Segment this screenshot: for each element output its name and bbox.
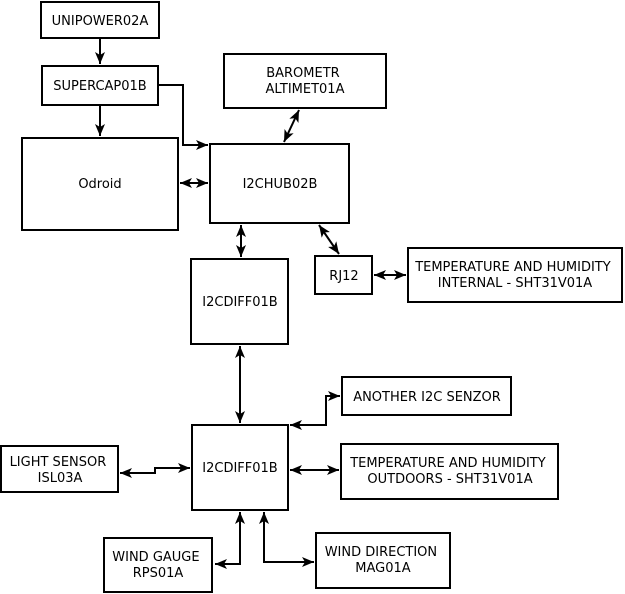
node-i2chub02b [210, 144, 349, 223]
node-temp-humidity-outdoors-label: TEMPERATURE AND HUMIDITY OUTDOORS - SHT31V01A [350, 456, 546, 487]
node-i2cdiff01b-upper [191, 259, 288, 344]
node-unipower02a-label: UNIPOWER02A [51, 14, 149, 29]
node-barometr-altimet01a-label: BAROMETR ALTIMET01A [265, 66, 345, 97]
node-wind-direction-mag01a [316, 533, 450, 588]
node-supercap01b-label: SUPERCAP01B [53, 79, 147, 94]
node-i2cdiff01b-lower-label: I2CDIFF01B [202, 461, 278, 476]
edge-i2cdiff-lower-wind-direction [264, 512, 314, 562]
edge-barometer-i2chub [284, 110, 299, 142]
node-barometr-altimet01a [224, 54, 386, 108]
node-i2cdiff01b-lower [192, 425, 288, 510]
node-light-sensor-isl03a-label: LIGHT SENSOR ISL03A [9, 455, 107, 486]
node-light-sensor-isl03a [1, 446, 118, 492]
node-supercap01b [42, 66, 158, 105]
node-wind-gauge-rps01a-label: WIND GAUGE RPS01A [112, 550, 200, 581]
edge-supercap-to-i2chub [158, 85, 208, 145]
node-barometr-altimet01a-box [224, 54, 386, 108]
edge-i2chub-rj12 [319, 225, 339, 254]
node-another-i2c-senzor-label: ANOTHER I2C SENZOR [353, 390, 501, 405]
node-temp-humidity-internal-label: TEMPERATURE AND HUMIDITY INTERNAL - SHT31V01A [415, 260, 611, 291]
edge-light-sensor-i2cdiff-lower [120, 468, 190, 473]
node-temp-humidity-outdoors [341, 444, 558, 499]
edge-i2cdiff-lower-wind-gauge [215, 512, 240, 564]
node-rj12-label: RJ12 [329, 269, 359, 284]
node-wind-gauge-rps01a-box [104, 538, 212, 592]
node-i2cdiff01b-upper-label: I2CDIFF01B [202, 295, 278, 310]
node-i2chub02b-label: I2CHUB02B [242, 177, 318, 192]
node-temp-humidity-internal [408, 248, 622, 302]
node-wind-gauge-rps01a [104, 538, 212, 592]
node-unipower02a [41, 2, 159, 38]
edge-i2cdiff-lower-another-sensor [290, 396, 340, 425]
node-temp-humidity-internal-box [408, 248, 622, 302]
node-odroid [22, 138, 178, 230]
node-rj12 [315, 256, 372, 294]
node-wind-direction-mag01a-label: WIND DIRECTION MAG01A [324, 545, 438, 576]
node-another-i2c-senzor [342, 377, 511, 415]
node-odroid-label: Odroid [78, 177, 122, 192]
